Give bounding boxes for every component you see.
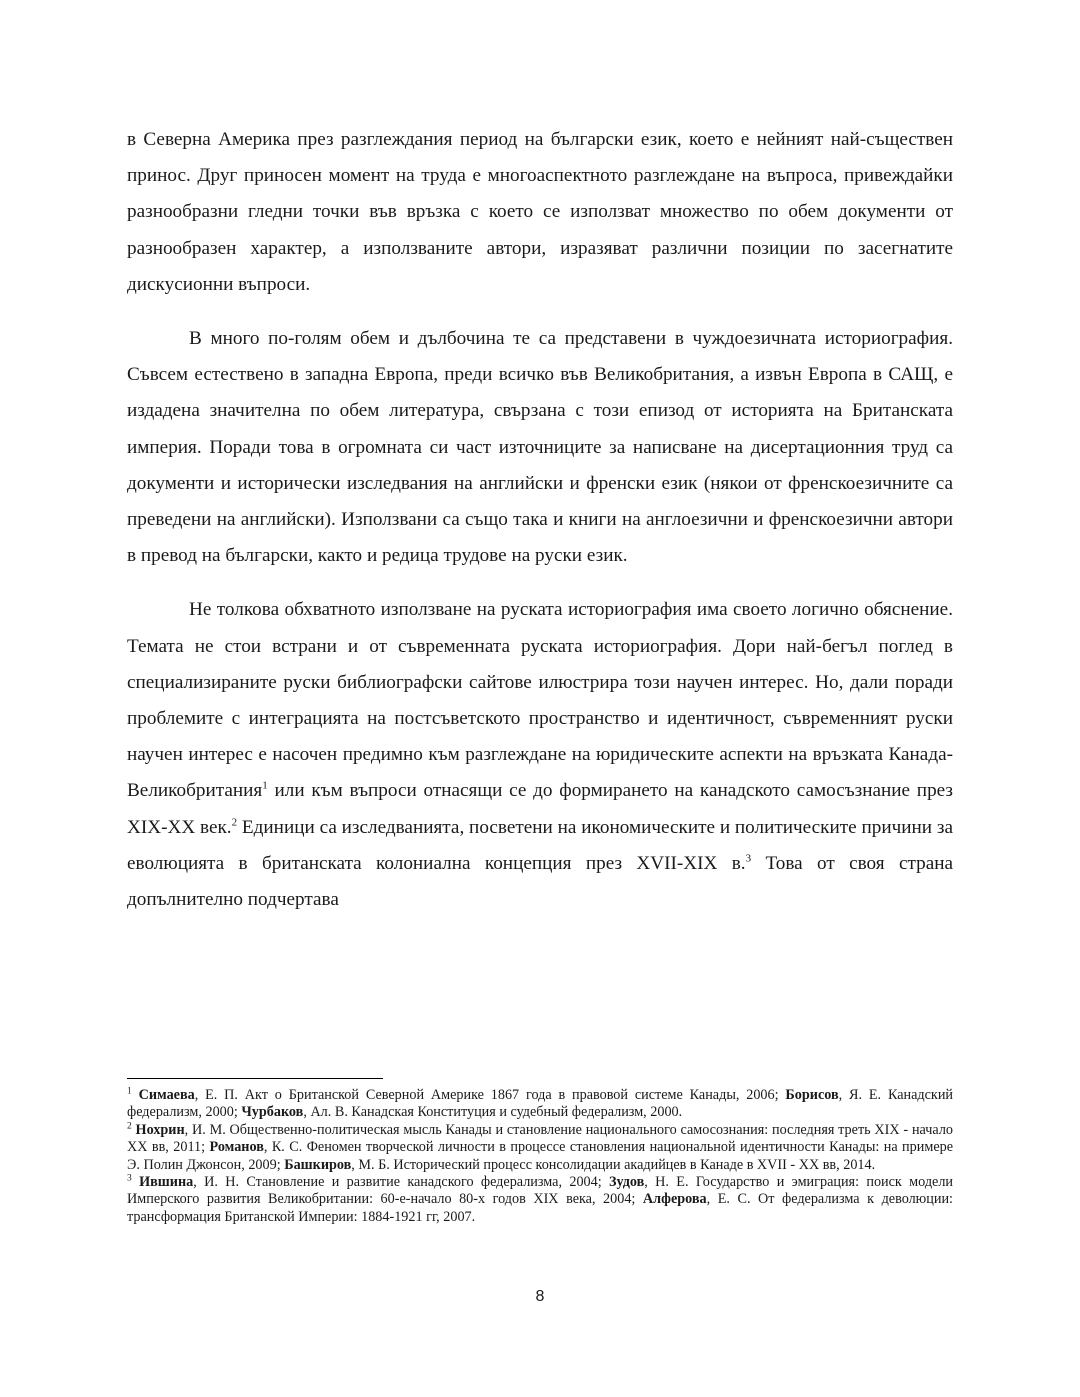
paragraph-3-segment: Единици са изследванията, посветени на икономическите и политическите причини за еволюцията в британската колониална концепция през XVII-XIX в. (127, 816, 953, 874)
footnote-number: 2 (127, 1121, 132, 1132)
footnote-ref-1[interactable]: 1 (262, 780, 268, 793)
citation-text: , К. С. Феномен творческой личности в процессе становления национальной идентичности Канады: на примере Э. Полин Джонсон, 2009; (127, 1139, 954, 1173)
paragraph-3 (127, 592, 953, 918)
citation-text: , Ал. В. Канадская Конституция и судебный федерализм, 2000. (303, 1104, 683, 1121)
author-name: Башкиров (284, 1156, 352, 1173)
citation-text: , Е. С. От федерализма к деволюции: трансформация Британской Империи: 1884-1921 гг, 2007. (127, 1191, 954, 1225)
main-text (127, 122, 953, 936)
citation-text: , Я. Е. Канадский федерализм, 2000; (127, 1087, 954, 1121)
author-name: Ившина (139, 1174, 194, 1191)
author-name: Зудов (609, 1174, 645, 1191)
paragraph-3-segment: Не толкова обхватното използване на руската историография има своето логично обяснение. Темата не стои встрани и от съвременната руската историография. Дори най-бегъл поглед в специализираните руски библиографски сайтове илюстрира този научен интерес. Но, дали поради проблемите с интеграцията на постсъветското пространство и идентичност, съвременният руски научен интерес е насочен предимно към разглеждане на юридическите аспекти на връзката Канада-Великобритания (127, 599, 953, 802)
author-name: Борисов (785, 1087, 839, 1103)
footnote-number: 3 (127, 1173, 132, 1184)
author-name: Симаева (138, 1087, 195, 1103)
footnote-ref-3[interactable]: 3 (745, 852, 752, 865)
paragraph-3-segment: или към въпроси отнасящи се до формирането на канадското самосъзнание през XIX-XX век. (127, 780, 953, 838)
footnote-ref-2[interactable]: 2 (231, 816, 238, 829)
footnotes (127, 1087, 953, 1226)
page-number: 8 (535, 1288, 545, 1305)
citation-text: , И. М. Общественно-политическая мысль Канады и становление национального самосознания: последняя треть XIX - начало XX вв, 2011; (127, 1121, 953, 1156)
paragraph-2: В много по-голям обем и дълбочина те са представени в чуждоезичната историография. Съвсем естествено в западна Европа, преди всичко във Великобритания, а извън Европа в САЩ, е издадена значителна по обем литература, свързана с този епизод от историята на Британската империя. Поради това в огромната си част източниците за написване на дисертационния труд са документи и исторически изследвания на английски и френски език (някои от френскоезичните са преведени на английски). Използвани са също така и книги на англоезични и френскоезични автори в превод на български, както и редица трудове на руски език. (127, 328, 953, 567)
footnote-2 (127, 1122, 953, 1174)
paragraph-3-segment: Това от своя страна допълнително подчертава (127, 852, 953, 911)
footnote-1 (127, 1087, 953, 1122)
author-name: Нохрин (135, 1121, 185, 1138)
footnote-separator (127, 1078, 383, 1079)
footnote-3 (127, 1174, 953, 1226)
author-name: Романов (209, 1139, 264, 1156)
citation-text: , Н. Е. Государство и эмиграция: поиск модели Имперского развития Великобритании: 60-е-начало 80-х годов XIX века, 2004; (127, 1174, 954, 1208)
citation-text: , Е. П. Акт о Британской Северной Америке 1867 года в правовой системе Канады, 2006; (194, 1087, 786, 1103)
citation-text: , И. Н. Становление и развитие канадского федерализма, 2004; (193, 1174, 609, 1191)
author-name: Чурбаков (241, 1104, 304, 1121)
citation-text: , М. Б. Исторический процесс консолидации акадийцев в Канаде в XVII - XX вв, 2014. (351, 1156, 876, 1173)
footnote-number: 1 (127, 1086, 132, 1097)
author-name: Алферова (642, 1191, 707, 1208)
paragraph-1: в Северна Америка през разглеждания период на български език, което е нейният най-съществен принос. Друг приносен момент на труда е многоаспектното разглеждане на въпроса, привеждайки разнообразни гледни точки във връзка с което се използват множество по обем документи от разнообразен характер, а използваните автори, изразяват различни позиции по засегнатите дискусионни въпроси. (127, 129, 953, 295)
